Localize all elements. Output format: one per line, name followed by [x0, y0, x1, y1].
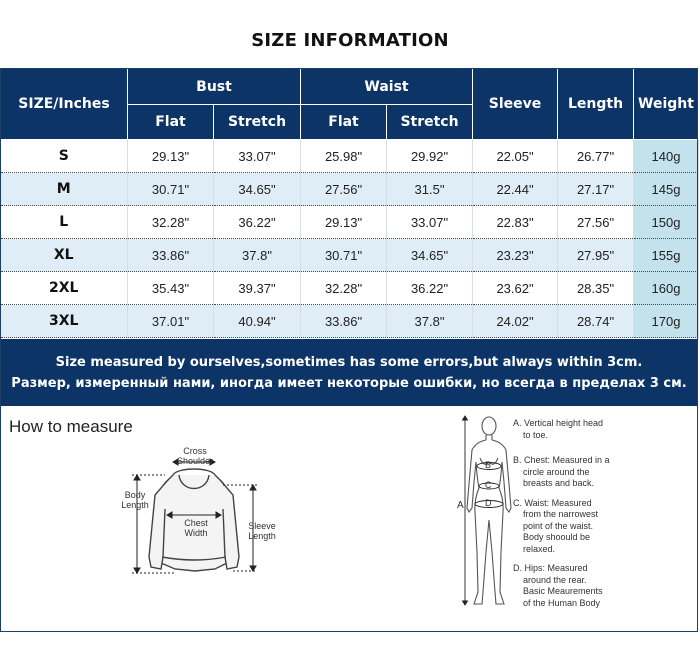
cell-length: 26.77" — [558, 140, 634, 173]
body-mark-a: A — [457, 500, 464, 511]
cell-waist-flat: 32.28" — [301, 272, 387, 305]
body-mark-b: B — [485, 460, 492, 470]
cell-waist-stretch: 34.65" — [387, 239, 473, 272]
header-waist-flat: Flat — [301, 105, 387, 140]
cell-weight: 140g — [634, 140, 699, 173]
cell-waist-flat: 33.86" — [301, 305, 387, 338]
human-body-diagram — [458, 412, 518, 617]
cell-bust-flat: 29.13" — [128, 140, 214, 173]
cell-bust-stretch: 39.37" — [214, 272, 301, 305]
body-mark-d: D — [485, 498, 492, 508]
cell-waist-stretch: 37.8" — [387, 305, 473, 338]
cell-waist-flat: 29.13" — [301, 206, 387, 239]
header-waist: Waist — [301, 69, 473, 105]
cell-waist-stretch: 31.5" — [387, 173, 473, 206]
cell-length: 28.74" — [558, 305, 634, 338]
cell-bust-stretch: 33.07" — [214, 140, 301, 173]
header-weight: Weight — [634, 69, 699, 140]
header-waist-stretch: Stretch — [387, 105, 473, 140]
cell-waist-flat: 25.98" — [301, 140, 387, 173]
cell-waist-flat: 27.56" — [301, 173, 387, 206]
note-d: D. Hips: Measured around the rear. Basic Meaurements of the Human Body — [513, 563, 603, 608]
cell-length: 27.56" — [558, 206, 634, 239]
cell-sleeve: 24.02" — [473, 305, 558, 338]
cell-weight: 160g — [634, 272, 699, 305]
cell-size: 3XL — [1, 305, 128, 338]
note-a: A. Vertical height head to toe. — [513, 418, 604, 440]
cell-bust-flat: 37.01" — [128, 305, 214, 338]
cell-weight: 145g — [634, 173, 699, 206]
cell-bust-stretch: 36.22" — [214, 206, 301, 239]
header-bust-flat: Flat — [128, 105, 214, 140]
header-bust-stretch: Stretch — [214, 105, 301, 140]
header-sleeve: Sleeve — [473, 69, 558, 140]
cell-bust-stretch: 34.65" — [214, 173, 301, 206]
body-mark-c: C — [485, 480, 492, 490]
cell-bust-stretch: 40.94" — [214, 305, 301, 338]
cell-bust-stretch: 37.8" — [214, 239, 301, 272]
cell-bust-flat: 35.43" — [128, 272, 214, 305]
cell-waist-stretch: 36.22" — [387, 272, 473, 305]
cell-length: 27.95" — [558, 239, 634, 272]
cell-size: S — [1, 140, 128, 173]
how-to-measure-heading: How to measure — [9, 417, 133, 436]
cell-bust-flat: 30.71" — [128, 173, 214, 206]
body-length-label: Body Length — [121, 490, 149, 510]
sweater-diagram — [115, 445, 275, 585]
cell-sleeve: 23.23" — [473, 239, 558, 272]
header-size: SIZE/Inches — [1, 69, 128, 140]
cell-waist-flat: 30.71" — [301, 239, 387, 272]
cell-weight: 150g — [634, 206, 699, 239]
page-title: SIZE INFORMATION — [251, 30, 449, 51]
cell-waist-stretch: 29.92" — [387, 140, 473, 173]
cross-shoulder-label: Cross Shoulder — [176, 446, 214, 466]
cell-size: L — [1, 206, 128, 239]
cell-sleeve: 22.44" — [473, 173, 558, 206]
header-length: Length — [558, 69, 634, 140]
cell-weight: 170g — [634, 305, 699, 338]
cell-bust-flat: 32.28" — [128, 206, 214, 239]
cell-length: 28.35" — [558, 272, 634, 305]
note-b: B. Chest: Measured in a circle around the breasts and back. — [513, 455, 610, 488]
cell-sleeve: 22.05" — [473, 140, 558, 173]
chest-width-label: Chest Width — [184, 518, 208, 538]
sleeve-length-label: Sleeve Length — [248, 521, 276, 541]
cell-size: 2XL — [1, 272, 128, 305]
cell-length: 27.17" — [558, 173, 634, 206]
note-c: C. Waist: Measured from the narrowest point of the waist. Body shoould be relaxed. — [513, 497, 599, 554]
body-measurement-notes — [513, 418, 623, 617]
cell-sleeve: 23.62" — [473, 272, 558, 305]
cell-size: XL — [1, 239, 128, 272]
cell-waist-stretch: 33.07" — [387, 206, 473, 239]
note-russian: Размер, измеренный нами, иногда имеет некоторые ошибки, но всегда в пределах 3 см. — [11, 376, 687, 391]
header-bust: Bust — [128, 69, 301, 105]
cell-weight: 155g — [634, 239, 699, 272]
cell-bust-flat: 33.86" — [128, 239, 214, 272]
cell-size: M — [1, 173, 128, 206]
note-english: Size measured by ourselves,sometimes has some errors,but always within 3cm. — [55, 355, 643, 370]
cell-sleeve: 22.83" — [473, 206, 558, 239]
